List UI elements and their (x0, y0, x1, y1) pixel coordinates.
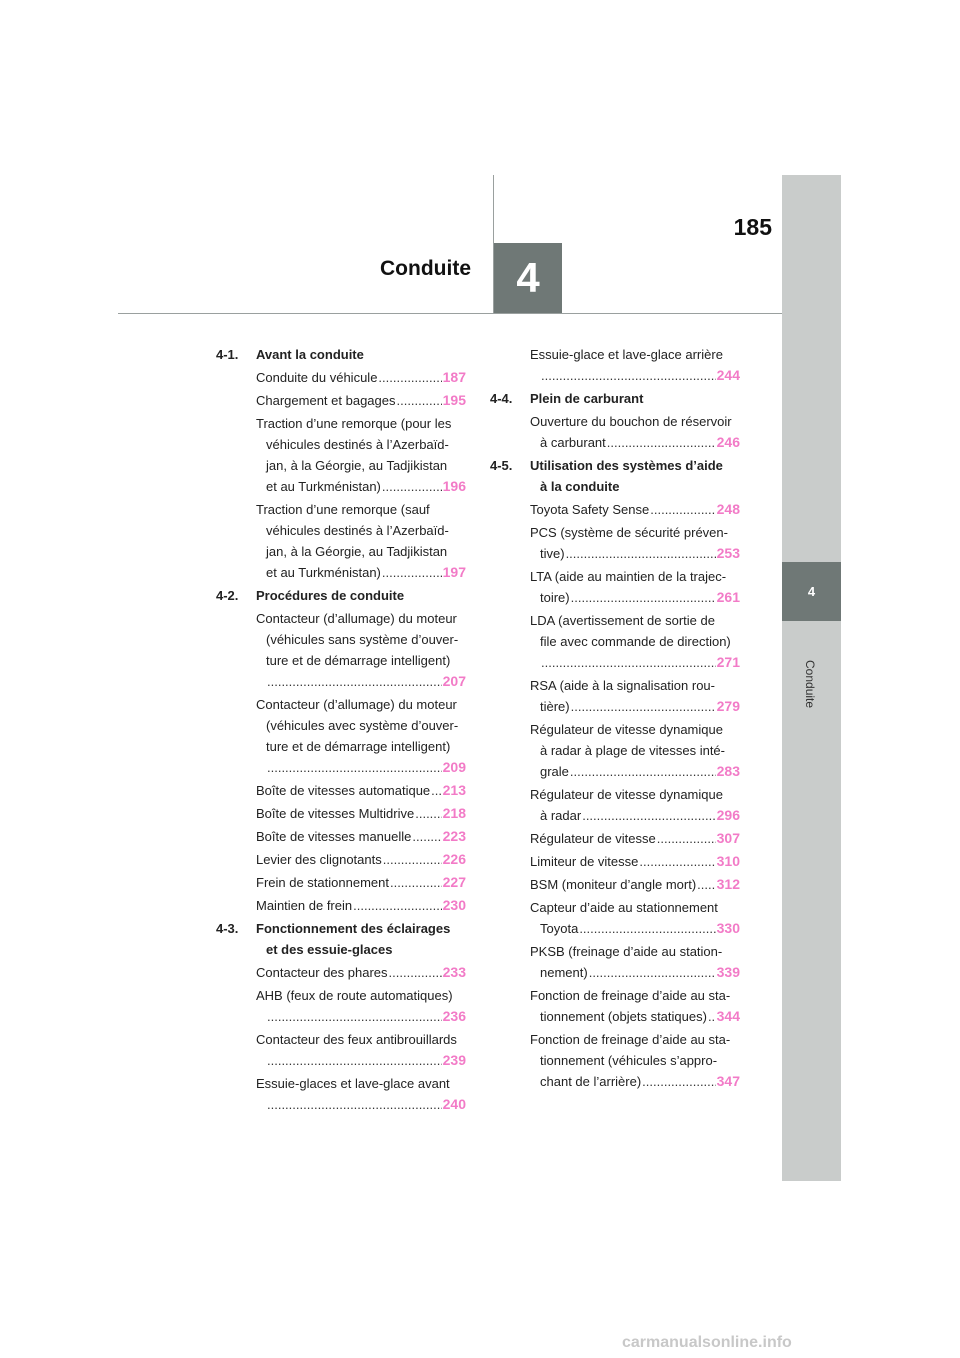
entry-text: Frein de stationnement (256, 875, 389, 890)
entry-text-line: PCS (système de sécurité préven- (530, 525, 728, 540)
toc-entry[interactable] (490, 499, 740, 520)
toc-entry[interactable] (490, 828, 740, 849)
toc-entry[interactable] (490, 344, 740, 386)
entry-page-link[interactable]: 283 (716, 763, 740, 779)
dot-leader (642, 1071, 715, 1092)
dot-leader (541, 652, 716, 673)
entry-page-link[interactable]: 253 (716, 545, 740, 561)
dot-leader (639, 851, 715, 872)
entry-page-link[interactable]: 312 (716, 876, 740, 892)
entry-page-link[interactable]: 310 (716, 853, 740, 869)
entry-text-line: LTA (aide au maintien de la trajec- (530, 569, 727, 584)
entry-last-line (256, 780, 466, 801)
entry-page-link[interactable]: 227 (442, 874, 466, 890)
entry-last-line (530, 365, 740, 386)
entry-text: Conduite du véhicule (256, 370, 378, 385)
toc-entry[interactable] (490, 566, 740, 608)
dot-leader (389, 962, 442, 983)
entry-page-link[interactable]: 339 (716, 964, 740, 980)
entry-text-line: Contacteur (d’allumage) du moteur (256, 697, 457, 712)
dot-leader (267, 1094, 442, 1115)
entry-text-line: à radar à plage de vitesses inté- (540, 743, 725, 758)
entry-page-link[interactable]: 307 (716, 830, 740, 846)
toc-entry[interactable] (216, 826, 466, 847)
dot-leader (650, 499, 715, 520)
entry-page-link[interactable]: 279 (716, 698, 740, 714)
toc-entry[interactable] (216, 1029, 466, 1071)
toc-section-heading (490, 455, 740, 497)
entry-text: Maintien de frein (256, 898, 353, 913)
entry-last-line (256, 1050, 466, 1071)
dot-leader (607, 432, 716, 453)
entry-page-link[interactable]: 330 (716, 920, 740, 936)
entry-text-line: Contacteur (d’allumage) du moteur (256, 611, 457, 626)
entry-text-line: AHB (feux de route automatiques) (256, 988, 453, 1003)
toc-column-left (216, 344, 466, 1117)
dot-leader (697, 874, 715, 895)
entry-page-link[interactable]: 209 (442, 759, 466, 775)
section-title-line: Utilisation des systèmes d’aide (530, 458, 723, 473)
entry-text-line: Traction d’une remorque (pour les (256, 416, 452, 431)
dot-leader (390, 872, 442, 893)
toc-entry[interactable] (490, 522, 740, 564)
dot-leader (570, 761, 716, 782)
dot-leader (353, 895, 442, 916)
entry-page-link[interactable]: 246 (716, 434, 740, 450)
toc-entry[interactable] (216, 962, 466, 983)
dot-leader (571, 696, 716, 717)
entry-last-line (256, 1006, 466, 1027)
toc-entry[interactable] (490, 719, 740, 782)
dot-leader (431, 780, 441, 801)
toc-entry[interactable] (490, 851, 740, 872)
entry-text: chant de l’arrière) (540, 1074, 642, 1089)
entry-page-link[interactable]: 261 (716, 589, 740, 605)
dot-leader (541, 365, 716, 386)
entry-page-link[interactable]: 233 (442, 964, 466, 980)
entry-text: et au Turkménistan) (266, 479, 381, 494)
toc-entry[interactable] (490, 897, 740, 939)
entry-text-line: jan, à la Géorgie, au Tadjikistan (266, 544, 448, 559)
entry-page-link[interactable]: 248 (716, 501, 740, 517)
sidebar-chapter-label: Conduite (803, 660, 817, 709)
dot-leader (708, 1006, 716, 1027)
toc-entry[interactable] (216, 803, 466, 824)
dot-leader (582, 805, 715, 826)
section-title-line: Procédures de conduite (256, 588, 405, 603)
entry-text-line: ture et de démarrage intelligent) (266, 739, 451, 754)
entry-text-line: tionnement (véhicules s’appro- (540, 1053, 718, 1068)
toc-entry[interactable] (216, 367, 466, 388)
entry-text-line: Contacteur des feux antibrouillards (256, 1032, 457, 1047)
dot-leader (267, 757, 442, 778)
toc-entry[interactable] (216, 872, 466, 893)
entry-text: Toyota (540, 921, 579, 936)
toc-entry[interactable] (490, 675, 740, 717)
dot-leader (657, 828, 716, 849)
entry-text: tière) (540, 699, 570, 714)
section-number: 4-4. (490, 391, 513, 406)
entry-text: grale (540, 764, 569, 779)
dot-leader (415, 803, 441, 824)
toc-entry[interactable] (216, 694, 466, 778)
entry-last-line (256, 872, 466, 893)
entry-last-line (256, 826, 466, 847)
entry-page-link[interactable]: 344 (716, 1008, 740, 1024)
toc-entry[interactable] (216, 390, 466, 411)
entry-text-line: Fonction de freinage d’aide au sta- (530, 988, 731, 1003)
toc-entry[interactable] (216, 985, 466, 1027)
entry-last-line (256, 849, 466, 870)
sidebar-chapter-tab[interactable]: 4 (782, 562, 841, 621)
entry-text-line: Fonction de freinage d’aide au sta- (530, 1032, 731, 1047)
entry-page-link[interactable]: 207 (442, 673, 466, 689)
chapter-number-box: 4 (494, 243, 562, 313)
entry-text: Boîte de vitesses manuelle (256, 829, 412, 844)
entry-text: Boîte de vitesses Multidrive (256, 806, 415, 821)
entry-last-line (256, 390, 466, 411)
entry-last-line (530, 761, 740, 782)
toc-entry[interactable] (216, 849, 466, 870)
toc-section-heading (216, 344, 466, 365)
toc-entry[interactable] (216, 608, 466, 692)
entry-text: tive) (540, 546, 565, 561)
entry-last-line (530, 1071, 740, 1092)
entry-last-line (256, 962, 466, 983)
entry-text: Contacteur des phares (256, 965, 388, 980)
entry-text: Boîte de vitesses automatique (256, 783, 431, 798)
toc-entry[interactable] (490, 941, 740, 983)
dot-leader (267, 1050, 442, 1071)
entry-last-line (530, 543, 740, 564)
toc-entry[interactable] (490, 610, 740, 673)
section-number: 4-3. (216, 921, 239, 936)
entry-page-link[interactable]: 271 (716, 654, 740, 670)
dot-leader (579, 918, 715, 939)
section-title-line: à la conduite (540, 479, 620, 494)
entry-text-line: Régulateur de vitesse dynamique (530, 722, 723, 737)
entry-page-link[interactable]: 213 (442, 782, 466, 798)
entry-text: Toyota Safety Sense (530, 502, 650, 517)
entry-last-line (530, 828, 740, 849)
dot-leader (589, 962, 716, 983)
toc-entry[interactable] (216, 413, 466, 497)
dot-leader (396, 390, 441, 411)
entry-text-line: véhicules destinés à l’Azerbaïd- (266, 523, 449, 538)
entry-last-line (256, 367, 466, 388)
entry-page-link[interactable]: 239 (442, 1052, 466, 1068)
entry-last-line (530, 805, 740, 826)
toc-entry[interactable] (490, 874, 740, 895)
entry-last-line (530, 432, 740, 453)
section-title-line: Plein de carburant (530, 391, 644, 406)
section-title-line: et des essuie-glaces (266, 942, 393, 957)
entry-text-line: Régulateur de vitesse dynamique (530, 787, 723, 802)
entry-text: Chargement et bagages (256, 393, 396, 408)
entry-text: toire) (540, 590, 570, 605)
toc-section-heading (490, 388, 740, 409)
entry-text: nement) (540, 965, 588, 980)
entry-text: BSM (moniteur d’angle mort) (530, 877, 697, 892)
entry-text-line: RSA (aide à la signalisation rou- (530, 678, 715, 693)
toc-entry[interactable] (216, 499, 466, 583)
entry-page-link[interactable]: 347 (716, 1073, 740, 1089)
dot-leader (267, 1006, 442, 1027)
section-number: 4-5. (490, 458, 513, 473)
entry-text-line: Ouverture du bouchon de réservoir (530, 414, 732, 429)
entry-last-line (256, 895, 466, 916)
entry-last-line (530, 652, 740, 673)
dot-leader (571, 587, 716, 608)
entry-last-line (256, 803, 466, 824)
entry-last-line (256, 671, 466, 692)
entry-last-line (530, 696, 740, 717)
toc-column-right (490, 344, 740, 1094)
toc-entry[interactable] (490, 411, 740, 453)
entry-text-line: ture et de démarrage intelligent) (266, 653, 451, 668)
entry-page-link[interactable]: 226 (442, 851, 466, 867)
entry-text: à carburant (540, 435, 606, 450)
entry-text: et au Turkménistan) (266, 565, 381, 580)
entry-text: Levier des clignotants (256, 852, 382, 867)
dot-leader (382, 476, 442, 497)
entry-last-line (256, 562, 466, 583)
entry-text-line: Traction d’une remorque (sauf (256, 502, 430, 517)
entry-text: Limiteur de vitesse (530, 854, 639, 869)
entry-page-link[interactable]: 240 (442, 1096, 466, 1112)
entry-text-line: (véhicules sans système d’ouver- (266, 632, 459, 647)
entry-last-line (530, 962, 740, 983)
dot-leader (378, 367, 441, 388)
entry-last-line (530, 587, 740, 608)
entry-text-line: file avec commande de direction) (540, 634, 731, 649)
toc-entry[interactable] (216, 780, 466, 801)
section-title-line: Fonctionnement des éclairages (256, 921, 451, 936)
entry-text-line: (véhicules avec système d’ouver- (266, 718, 459, 733)
entry-text-line: PKSB (freinage d’aide au station- (530, 944, 723, 959)
entry-page-link[interactable]: 244 (716, 367, 740, 383)
header-horizontal-rule (118, 313, 782, 314)
entry-page-link[interactable]: 230 (442, 897, 466, 913)
dot-leader (383, 849, 442, 870)
dot-leader (267, 671, 442, 692)
entry-text-line: véhicules destinés à l’Azerbaïd- (266, 437, 449, 452)
entry-page-link[interactable]: 187 (442, 369, 466, 385)
entry-last-line (256, 1094, 466, 1115)
chapter-title: Conduite (380, 257, 471, 280)
entry-page-link[interactable]: 195 (442, 392, 466, 408)
toc-entry[interactable] (490, 985, 740, 1027)
entry-page-link[interactable]: 236 (442, 1008, 466, 1024)
toc-entry[interactable] (216, 895, 466, 916)
section-title-line: Avant la conduite (256, 347, 364, 362)
entry-last-line (256, 476, 466, 497)
toc-section-heading (216, 918, 466, 960)
section-number: 4-1. (216, 347, 239, 362)
entry-text: Régulateur de vitesse (530, 831, 656, 846)
entry-page-link[interactable]: 196 (442, 478, 466, 494)
entry-last-line (530, 499, 740, 520)
entry-page-link[interactable]: 218 (442, 805, 466, 821)
toc-section-heading (216, 585, 466, 606)
entry-last-line (530, 874, 740, 895)
entry-text-line: Capteur d’aide au stationnement (530, 900, 718, 915)
page-number: 185 (733, 214, 772, 240)
entry-page-link[interactable]: 223 (442, 828, 466, 844)
watermark: carmanualsonline.info (622, 1334, 792, 1351)
entry-text: tionnement (objets statiques) (540, 1009, 707, 1024)
dot-leader (412, 826, 441, 847)
entry-last-line (530, 1006, 740, 1027)
entry-last-line (530, 918, 740, 939)
entry-last-line (530, 851, 740, 872)
entry-text-line: Essuie-glaces et lave-glace avant (256, 1076, 450, 1091)
toc-entry[interactable] (216, 1073, 466, 1115)
entry-text-line: LDA (avertissement de sortie de (530, 613, 715, 628)
dot-leader (566, 543, 716, 564)
entry-text: à radar (540, 808, 582, 823)
section-number: 4-2. (216, 588, 239, 603)
entry-page-link[interactable]: 296 (716, 807, 740, 823)
entry-last-line (256, 757, 466, 778)
toc-entry[interactable] (490, 1029, 740, 1092)
entry-text-line: jan, à la Géorgie, au Tadjikistan (266, 458, 448, 473)
toc-entry[interactable] (490, 784, 740, 826)
dot-leader (382, 562, 442, 583)
entry-page-link[interactable]: 197 (442, 564, 466, 580)
entry-text-line: Essuie-glace et lave-glace arrière (530, 347, 723, 362)
